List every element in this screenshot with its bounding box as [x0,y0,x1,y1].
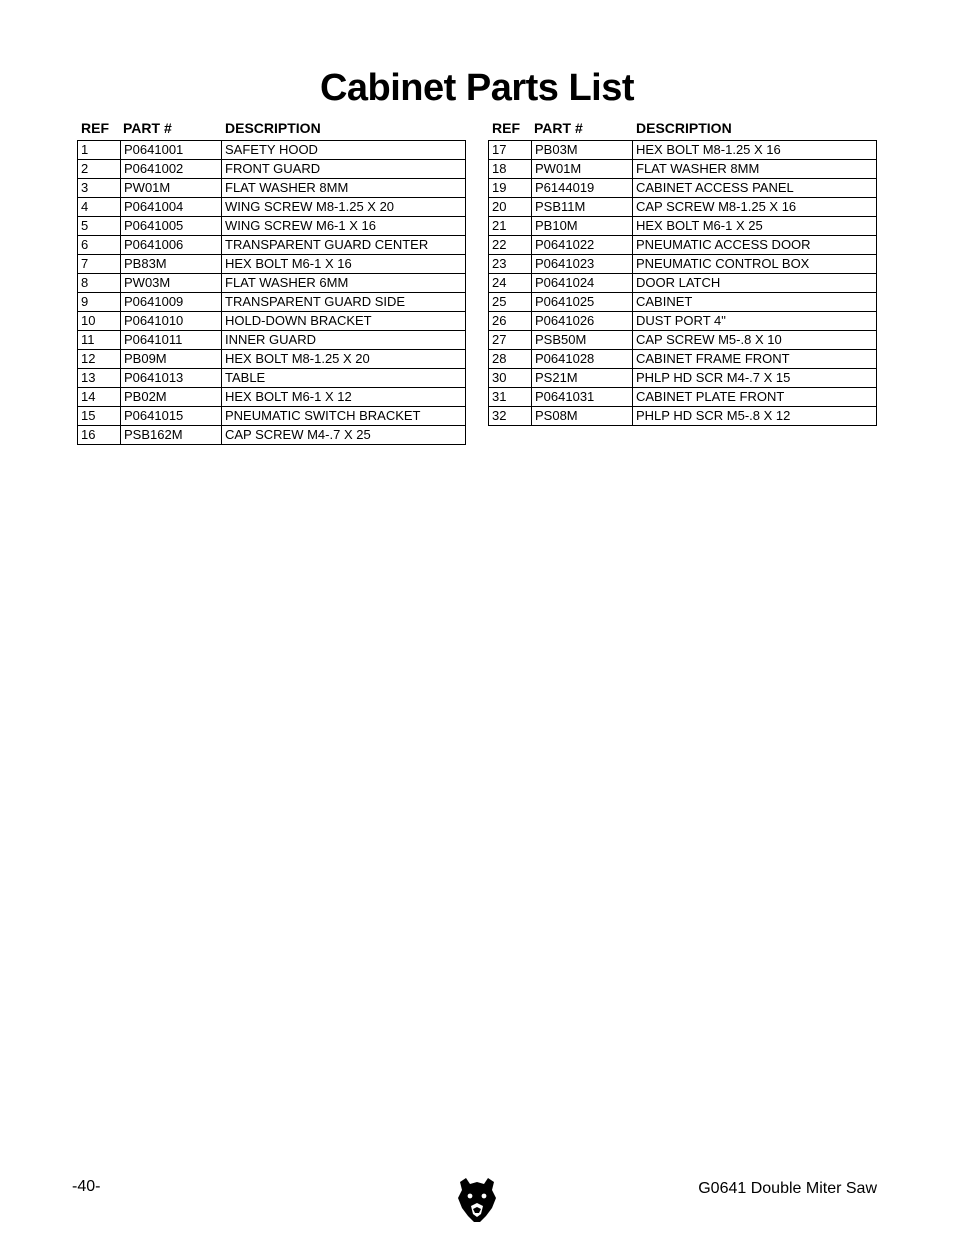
cell-part: P0641025 [532,293,633,312]
cell-description: PHLP HD SCR M5-.8 X 12 [633,407,877,426]
table-row [489,141,877,160]
cell-ref: 16 [78,426,121,445]
table-row [78,198,466,217]
cell-ref: 9 [78,293,121,312]
header-part-number: PART # [123,120,172,136]
column-headers [488,116,876,140]
table-row [489,217,877,236]
header-description: DESCRIPTION [636,120,732,136]
cell-description: FLAT WASHER 6MM [222,274,466,293]
table-row [78,217,466,236]
cell-part: P0641013 [121,369,222,388]
cell-ref: 18 [489,160,532,179]
table-row [489,350,877,369]
cell-ref: 10 [78,312,121,331]
table-row [489,407,877,426]
table-row [78,160,466,179]
cell-description: TRANSPARENT GUARD SIDE [222,293,466,312]
table-row [78,350,466,369]
cell-part: P6144019 [532,179,633,198]
cell-part: P0641024 [532,274,633,293]
cell-description: HOLD-DOWN BRACKET [222,312,466,331]
cell-ref: 21 [489,217,532,236]
cell-description: PNEUMATIC ACCESS DOOR [633,236,877,255]
cell-ref: 28 [489,350,532,369]
cell-description: SAFETY HOOD [222,141,466,160]
page-title: Cabinet Parts List [319,67,635,109]
cell-description: HEX BOLT M8-1.25 X 20 [222,350,466,369]
cell-ref: 32 [489,407,532,426]
cell-part: P0641006 [121,236,222,255]
cell-part: PB02M [121,388,222,407]
cell-ref: 27 [489,331,532,350]
table-row [489,331,877,350]
parts-list-right [488,116,876,426]
table-row [489,388,877,407]
cell-description: HEX BOLT M6-1 X 25 [633,217,877,236]
cell-ref: 6 [78,236,121,255]
cell-description: HEX BOLT M6-1 X 12 [222,388,466,407]
cell-ref: 20 [489,198,532,217]
table-row [78,426,466,445]
cell-ref: 24 [489,274,532,293]
cell-description: CABINET FRAME FRONT [633,350,877,369]
cell-description: INNER GUARD [222,331,466,350]
cell-part: PSB11M [532,198,633,217]
header-ref: REF [81,120,109,136]
table-row [78,293,466,312]
table-row [78,141,466,160]
cell-ref: 12 [78,350,121,369]
cell-ref: 4 [78,198,121,217]
cell-description: WING SCREW M8-1.25 X 20 [222,198,466,217]
cell-part: P0641015 [121,407,222,426]
column-headers [77,116,465,140]
cell-description: HEX BOLT M6-1 X 16 [222,255,466,274]
cell-ref: 15 [78,407,121,426]
table-row [78,388,466,407]
cell-description: HEX BOLT M8-1.25 X 16 [633,141,877,160]
cell-description: FLAT WASHER 8MM [222,179,466,198]
table-row [489,179,877,198]
cell-ref: 26 [489,312,532,331]
cell-description: DUST PORT 4" [633,312,877,331]
cell-ref: 17 [489,141,532,160]
cell-description: TRANSPARENT GUARD CENTER [222,236,466,255]
cell-ref: 31 [489,388,532,407]
table-row [78,369,466,388]
cell-ref: 11 [78,331,121,350]
cell-description: TABLE [222,369,466,388]
cell-part: PB03M [532,141,633,160]
cell-part: PS21M [532,369,633,388]
cell-description: PHLP HD SCR M4-.7 X 15 [633,369,877,388]
cell-part: P0641002 [121,160,222,179]
table-row [78,312,466,331]
table-row [489,160,877,179]
model-name: G0641 Double Miter Saw [698,1180,877,1197]
cell-description: DOOR LATCH [633,274,877,293]
table-row [78,331,466,350]
cell-ref: 1 [78,141,121,160]
grizzly-bear-logo-icon [456,1176,498,1224]
page-number: -40- [72,1178,101,1195]
cell-part: P0641010 [121,312,222,331]
cell-part: P0641031 [532,388,633,407]
table-row [78,407,466,426]
cell-part: PW01M [121,179,222,198]
cell-part: P0641001 [121,141,222,160]
cell-part: PB83M [121,255,222,274]
header-ref: REF [492,120,520,136]
cell-ref: 22 [489,236,532,255]
cell-part: P0641028 [532,350,633,369]
cell-description: WING SCREW M6-1 X 16 [222,217,466,236]
table-row [78,274,466,293]
cell-part: P0641004 [121,198,222,217]
cell-part: PB10M [532,217,633,236]
cell-description: CAP SCREW M4-.7 X 25 [222,426,466,445]
cell-part: P0641022 [532,236,633,255]
table-row [489,293,877,312]
cell-description: CABINET ACCESS PANEL [633,179,877,198]
table-row [489,312,877,331]
cell-part: P0641005 [121,217,222,236]
table-row [489,274,877,293]
cell-part: PB09M [121,350,222,369]
cell-ref: 25 [489,293,532,312]
table-row [78,236,466,255]
cell-ref: 8 [78,274,121,293]
cell-description: PNEUMATIC SWITCH BRACKET [222,407,466,426]
cell-ref: 13 [78,369,121,388]
cell-ref: 5 [78,217,121,236]
parts-list-left [77,116,465,445]
parts-table-right [488,140,877,426]
cell-ref: 3 [78,179,121,198]
cell-description: CABINET [633,293,877,312]
table-row [489,255,877,274]
cell-part: PW01M [532,160,633,179]
cell-part: P0641026 [532,312,633,331]
cell-ref: 7 [78,255,121,274]
table-row [489,236,877,255]
cell-description: PNEUMATIC CONTROL BOX [633,255,877,274]
cell-ref: 30 [489,369,532,388]
cell-description: CABINET PLATE FRONT [633,388,877,407]
cell-description: CAP SCREW M8-1.25 X 16 [633,198,877,217]
cell-ref: 2 [78,160,121,179]
header-description: DESCRIPTION [225,120,321,136]
cell-part: PSB50M [532,331,633,350]
cell-ref: 14 [78,388,121,407]
table-row [489,369,877,388]
cell-description: CAP SCREW M5-.8 X 10 [633,331,877,350]
cell-part: PSB162M [121,426,222,445]
table-row [489,198,877,217]
cell-description: FLAT WASHER 8MM [633,160,877,179]
cell-part: P0641023 [532,255,633,274]
cell-part: PW03M [121,274,222,293]
parts-table-left [77,140,466,445]
cell-part: P0641011 [121,331,222,350]
header-part-number: PART # [534,120,583,136]
cell-part: P0641009 [121,293,222,312]
cell-ref: 19 [489,179,532,198]
cell-part: PS08M [532,407,633,426]
table-row [78,255,466,274]
cell-ref: 23 [489,255,532,274]
table-row [78,179,466,198]
cell-description: FRONT GUARD [222,160,466,179]
